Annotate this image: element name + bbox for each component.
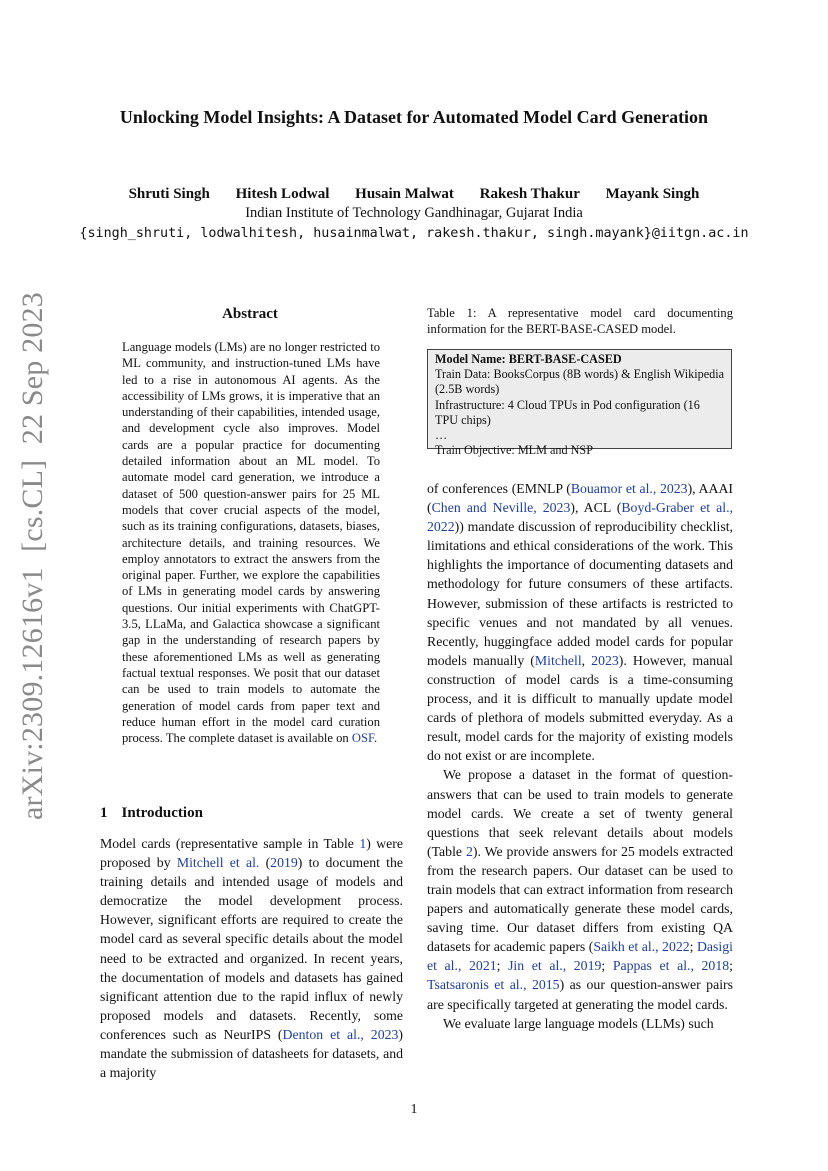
- paragraph: [100, 834, 403, 1082]
- citation-link[interactable]: Dasigi et al., 2021: [427, 939, 733, 974]
- text: of conferences (EMNLP (: [427, 481, 571, 496]
- section-number: 1: [100, 805, 108, 821]
- citation-link[interactable]: 2023: [591, 652, 619, 668]
- citation-link[interactable]: Pappas et al., 2018: [612, 958, 730, 974]
- abstract-text-end: .: [373, 731, 378, 746]
- citation-link[interactable]: Chen and Neville, 2023: [431, 500, 571, 516]
- arxiv-watermark: arXiv:2309.12616v1 [cs.CL] 22 Sep 2023: [16, 292, 49, 820]
- text: ) to document the training details and intended usage of models and democratize the model development process. However, significant efforts are required to create the model card as several specific details about the model need to be extracted and organized. In recent years, the documentation of models and datasets has gained significant attention due to the rapid influx of newly proposed models and datasets. Recently, some conferences such as NeurIPS (: [100, 855, 403, 1042]
- text: Model cards (representative sample in Table: [100, 836, 360, 851]
- citation-link[interactable]: Boyd-Graber et al., 2022: [427, 500, 733, 535]
- infrastructure: Infrastructure: 4 Cloud TPUs in Pod configuration (16 TPU chips): [435, 397, 700, 427]
- table1-caption: Table 1: A representative model card documenting information for the BERT-BASE-CASED model.: [427, 306, 733, 337]
- citation-link[interactable]: Tsatsaronis et al., 2015: [427, 977, 560, 993]
- citation-link[interactable]: Jin et al., 2019: [508, 958, 602, 974]
- ellipsis: …: [435, 428, 448, 443]
- model-name: Model Name: BERT-BASE-CASED: [435, 352, 622, 366]
- author-list: [60, 186, 768, 203]
- author-name: Mayank Singh: [605, 186, 700, 202]
- text: We propose a dataset in the format of question-answers that can be used to train models to generate model cards. We create a set of twenty general questions that seek relevant details about models (Table: [427, 767, 733, 859]
- train-objective: Train Objective: MLM and NSP: [435, 443, 593, 458]
- text: ), AAAI (: [427, 481, 734, 516]
- citation-link[interactable]: Saikh et al., 2022: [593, 939, 690, 955]
- text: ) mandate the submission of datasheets for datasets, and a majority: [100, 1026, 403, 1081]
- text: ), ACL (: [570, 500, 622, 516]
- citation-link[interactable]: Mitchell: [534, 652, 582, 668]
- table-ref[interactable]: 2: [465, 843, 473, 859]
- text: )) mandate discussion of reproducibility checklist, limitations and ethical considerations of the work. This highlights the importance of documenting datasets and methodology for future consumers of these artifacts. However, submission of these artifacts is restricted to specific venues and not mandated by all venues. Recently, huggingface added model cards for popular models manually (: [427, 519, 733, 668]
- paragraph: We evaluate large language models (LLMs) such: [443, 1015, 714, 1031]
- paper-title: Unlocking Model Insights: A Dataset for Automated Model Card Generation: [119, 107, 709, 127]
- model-card-table: [427, 349, 732, 458]
- text: ;: [689, 939, 697, 955]
- page-number: 1: [410, 1102, 418, 1117]
- abstract-text: Language models (LMs) are no longer restricted to ML community, and instruction-tuned LMs have led to a rise in autonomous AI agents. As the accessibility of LMs grows, it is imperative that an understanding of their capabilities, intended usage, and development cycle also improves. Model cards are a popular practice for documenting detailed information about an ML model. To automate model card generation, we introduce a dataset of 500 question-answer pairs for 25 ML models that cover crucial aspects of the model, such as its training configurations, datasets, biases, architecture details, and training resources. We employ annotators to extract the answers from the original paper. Further, we explore the capabilities of LMs in generating model cards by answering questions. Our initial experiments with ChatGPT-3.5, LLaMa, and Galactica showcase a significant gap in the understanding of research papers by these aforementioned LMs as well as generating factual textual responses. We posit that our dataset can be used to train models to automate the generation of model cards from paper text and reduce human effort in the model card curation process. The complete dataset is available on: [122, 340, 380, 746]
- abstract-body: [122, 339, 380, 746]
- author-name: Hitesh Lodwal: [235, 186, 330, 202]
- text: ;: [729, 958, 733, 974]
- text: ;: [496, 958, 509, 974]
- text: ). We provide answers for 25 models extracted from the research papers. Our dataset can be used to train models that can extract information from research papers and automatically generate these model cards, saving time. Our dataset differs from existing QA datasets for academic papers (: [427, 843, 734, 955]
- text: ). However, manual construction of model cards is a time-consuming process, and it is difficult to manually update model cards of plethora of models submitted everyday. As a result, model cards for the majority of existing models do not exist or are incomplete.: [427, 652, 733, 764]
- text: (: [259, 855, 271, 871]
- osf-link[interactable]: OSF: [351, 731, 374, 746]
- author-name: Shruti Singh: [128, 186, 210, 202]
- text: ) were proposed by: [100, 836, 403, 871]
- section-heading-introduction: [100, 805, 203, 822]
- affiliation: Indian Institute of Technology Gandhinagar, Gujarat India: [245, 205, 583, 221]
- citation-link[interactable]: Denton et al., 2023: [282, 1026, 399, 1042]
- section-title: Introduction: [121, 805, 203, 821]
- author-name: Rakesh Thakur: [479, 186, 580, 202]
- intro-left-column: [100, 834, 403, 1082]
- paragraph: [427, 765, 733, 1013]
- citation-link[interactable]: Bouamor et al., 2023: [570, 481, 688, 496]
- citation-link[interactable]: Mitchell et al.: [176, 855, 260, 871]
- table-ref[interactable]: 1: [359, 836, 367, 851]
- author-emails: {singh_shruti, lodwalhitesh, husainmalwat, rakesh.thakur, singh.mayank}@iitgn.ac.in: [79, 226, 749, 241]
- intro-right-column: [427, 479, 733, 1033]
- train-data: Train Data: BooksCorpus (8B words) & English Wikipedia (2.5B words): [435, 367, 724, 397]
- paragraph: [427, 479, 733, 765]
- text: ,: [581, 652, 592, 668]
- citation-link[interactable]: 2019: [270, 855, 298, 871]
- text: ;: [601, 958, 613, 974]
- text: ) as our question-answer pairs are specifically targeted at generating the model cards.: [427, 977, 734, 1012]
- author-name: Husain Malwat: [355, 186, 454, 202]
- abstract-heading: Abstract: [222, 306, 278, 322]
